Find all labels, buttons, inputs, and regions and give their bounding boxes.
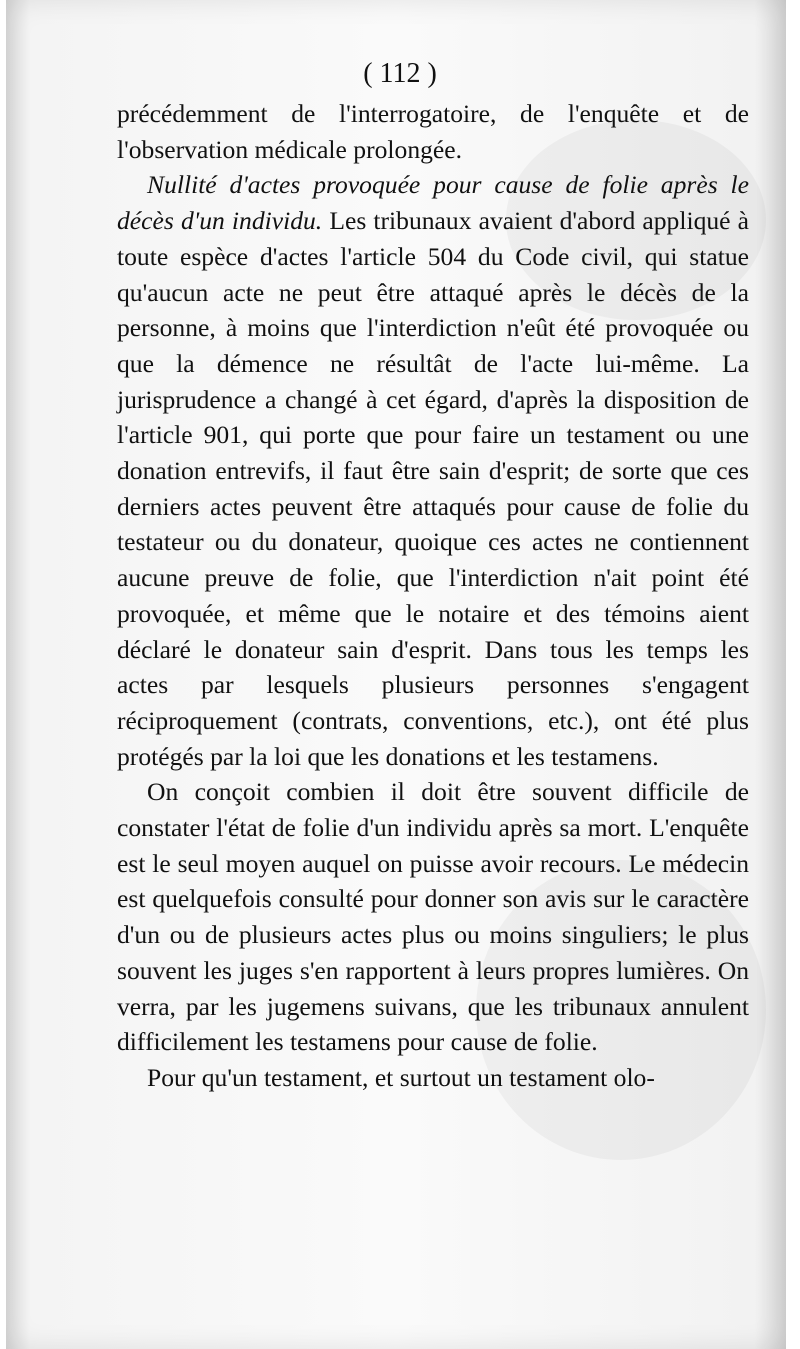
paragraph-text: Pour qu'un testament, et surtout un testament olo- — [147, 1062, 655, 1092]
italic-heading: Nullité d'actes provoquée pour cause de folie après le décès d'un individu. — [117, 170, 749, 236]
paragraph-text: précédemment de l'interrogatoire, de l'enquête et de l'observation médicale prolongée. — [117, 99, 749, 164]
paragraph — [117, 167, 749, 774]
paragraph — [117, 96, 749, 167]
paragraph-text: On conçoit combien il doit être souvent difficile de constater l'état de folie d'un individu après sa mort. L'enquête est le seul moyen auquel on puisse avoir recours. Le médecin est quelquefois consulté pour donner son avis sur le caractère d'un ou de plusieurs actes plus ou moins singuliers; le plus souvent les juges s'en rapportent à leurs propres lumières. On verra, par les jugemens suivans, que les tribunaux annulent difficilement les testamens pour cause de folie. — [117, 777, 749, 1057]
paragraph-text: Les tribunaux avaient d'abord appliqué à toute espèce d'actes l'article 504 du Code civil, qui statue qu'aucun acte ne peut être attaqué après le décès de la personne, à moins que l'interdiction n'eût été provoquée ou que la démence ne résultât de l'acte lui-même. La jurisprudence a changé à cet égard, d'après la disposition de l'article 901, qui porte que pour faire un testament ou une donation entrevifs, il faut être sain d'esprit; de sorte que ces derniers actes peuvent être attaqués pour cause de folie du testateur ou du donateur, quoique ces actes ne contiennent aucune preuve de folie, que l'interdiction n'ait point été provoquée, et même que le notaire et des témoins aient déclaré le donateur sain d'esprit. Dans tous les temps les actes par lesquels plusieurs personnes s'engagent réciproquement (contrats, conventions, etc.), ont été plus protégés par la loi que les donations et les testamens. — [117, 206, 750, 771]
body-text — [117, 96, 749, 1096]
paragraph — [117, 1060, 749, 1096]
paragraph — [117, 774, 749, 1060]
page-number: ( 112 ) — [363, 58, 437, 89]
